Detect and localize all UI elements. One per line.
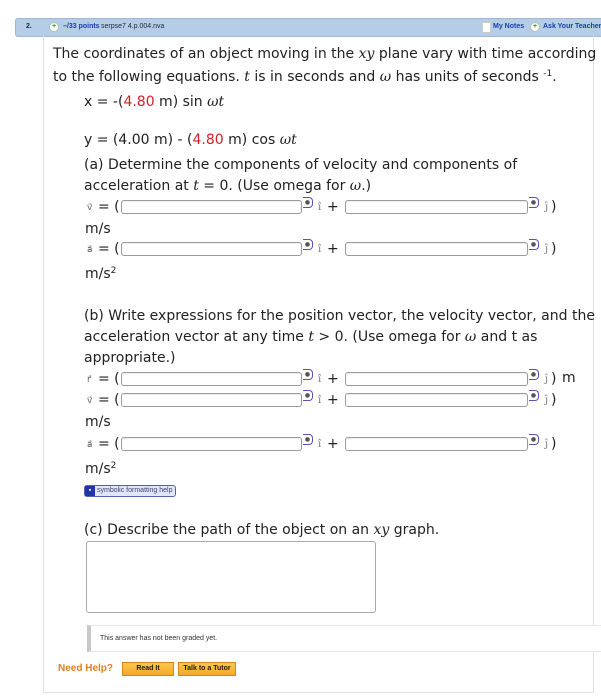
j-hat-symbol: ĵ	[545, 202, 549, 213]
xy-italic: xy	[358, 46, 375, 62]
path-description-textarea[interactable]	[86, 541, 376, 613]
intro-text: plane vary with time according	[374, 46, 597, 62]
part-b-text: and t as	[476, 329, 538, 345]
part-a-text: acceleration at	[84, 178, 194, 194]
b-velocity-y-input[interactable]	[345, 393, 528, 407]
keypad-icon: ▪	[85, 486, 95, 496]
equals-open: = (	[98, 199, 120, 215]
symbolic-help-label: symbolic formatting help	[97, 487, 173, 494]
plus-sign: +	[327, 241, 339, 257]
a-acceleration-y-input[interactable]	[345, 242, 528, 256]
vector-a-symbol: a⃗	[87, 245, 93, 255]
part-b-line-1: (b) Write expressions for the position vector, the velocity vector, and the	[84, 308, 595, 324]
omega-italic: ω	[349, 178, 362, 194]
preview-eye-icon[interactable]: ●	[529, 197, 539, 208]
preview-eye-icon[interactable]: ●	[303, 369, 313, 380]
t-italic: t	[193, 178, 199, 194]
preview-eye-icon[interactable]: ●	[303, 197, 313, 208]
unit-acceleration	[85, 460, 116, 478]
intro-text: .	[552, 69, 557, 85]
need-help-label: Need Help?	[58, 663, 114, 674]
i-hat-symbol: î	[318, 202, 322, 213]
b-acceleration-x-input[interactable]	[121, 437, 302, 451]
unit-exponent: 2	[110, 266, 117, 276]
vector-v-symbol: v⃗	[87, 203, 93, 213]
unit-text: m/s	[85, 461, 111, 477]
question-header	[15, 18, 601, 37]
equals-open: = (	[98, 241, 120, 257]
intro-line-2	[53, 68, 557, 86]
equation-text: x = -(	[84, 94, 124, 110]
equation-text: m) cos	[223, 132, 280, 148]
unit-velocity: m/s	[85, 221, 111, 237]
unit-velocity: m/s	[85, 414, 111, 430]
equals-open: = (	[98, 371, 120, 387]
part-b-text: > 0. (Use omega for	[313, 329, 465, 345]
close-paren: )	[551, 199, 557, 215]
i-hat-symbol: î	[318, 244, 322, 255]
a-velocity-y-input[interactable]	[345, 200, 528, 214]
part-c-text: (c) Describe the path of the object on an	[84, 522, 374, 538]
read-it-button[interactable]: Read It	[122, 662, 174, 676]
points-label: –/33 points	[63, 23, 100, 30]
expand-plus-icon[interactable]: +	[49, 22, 59, 32]
omega-italic: ω	[464, 329, 477, 345]
vector-v-symbol: v⃗	[87, 396, 93, 406]
preview-eye-icon[interactable]: ●	[303, 239, 313, 250]
my-notes-link[interactable]: My Notes	[493, 23, 525, 30]
j-hat-symbol: ĵ	[545, 244, 549, 255]
j-hat-symbol: ĵ	[545, 439, 549, 450]
part-a-text: = 0. (Use omega for	[198, 178, 350, 194]
equation-text: y = (4.00 m) - (	[84, 132, 193, 148]
preview-eye-icon[interactable]: ●	[529, 390, 539, 401]
omega-t: ωt	[279, 132, 297, 148]
part-a-line-1: (a) Determine the components of velocity and components of	[84, 157, 518, 173]
talk-to-tutor-button[interactable]: Talk to a Tutor	[178, 662, 236, 676]
i-hat-symbol: î	[318, 439, 322, 450]
problem-code: serpse7 4.p.004.nva	[101, 23, 165, 30]
ask-teacher-plus-icon[interactable]: +	[530, 22, 540, 32]
b-position-x-input[interactable]	[121, 372, 302, 386]
i-hat-symbol: î	[318, 395, 322, 406]
equation-text: m) sin	[154, 94, 208, 110]
part-c-prompt	[84, 521, 439, 539]
vector-a-symbol: a⃗	[87, 440, 93, 450]
j-hat-symbol: ĵ	[545, 395, 549, 406]
part-a-text: .)	[361, 178, 372, 194]
symbolic-formatting-help-button[interactable]	[84, 485, 176, 497]
a-velocity-x-input[interactable]	[121, 200, 302, 214]
intro-line-1	[53, 45, 596, 63]
part-b-text: acceleration vector at any time	[84, 329, 309, 345]
close-paren: )	[551, 436, 557, 452]
equals-open: = (	[98, 436, 120, 452]
b-position-y-input[interactable]	[345, 372, 528, 386]
intro-text: has units of seconds	[391, 69, 544, 85]
plus-sign: +	[327, 199, 339, 215]
equals-open: = (	[98, 392, 120, 408]
question-number: 2.	[26, 23, 32, 30]
b-acceleration-y-input[interactable]	[345, 437, 528, 451]
preview-eye-icon[interactable]: ●	[529, 369, 539, 380]
vector-r-symbol: r⃗	[87, 375, 91, 385]
intro-text: The coordinates of an object moving in the	[53, 46, 359, 62]
intro-text: is in seconds and	[249, 69, 380, 85]
close-paren: )	[551, 371, 557, 387]
xy-italic: xy	[373, 522, 390, 538]
plus-sign: +	[327, 436, 339, 452]
part-b-line-2	[84, 328, 537, 346]
unit-position: m	[562, 370, 576, 386]
preview-eye-icon[interactable]: ●	[529, 434, 539, 445]
x-amplitude-value: 4.80	[123, 94, 155, 110]
intro-text: to the following equations.	[53, 69, 245, 85]
t-italic: t	[308, 329, 314, 345]
b-velocity-x-input[interactable]	[121, 393, 302, 407]
equation-x	[84, 93, 224, 111]
notes-icon[interactable]	[482, 22, 491, 33]
unit-text: m/s	[85, 266, 111, 282]
unit-acceleration	[85, 265, 116, 283]
preview-eye-icon[interactable]: ●	[529, 239, 539, 250]
part-b-line-3: appropriate.)	[84, 350, 176, 366]
close-paren: )	[551, 241, 557, 257]
grading-status: This answer has not been graded yet.	[87, 625, 601, 652]
t-italic: t	[244, 69, 250, 85]
omega-t: ωt	[207, 94, 225, 110]
unit-exponent: 2	[110, 461, 117, 471]
plus-sign: +	[327, 371, 339, 387]
preview-eye-icon[interactable]: ●	[303, 434, 313, 445]
exponent: -1	[543, 69, 553, 79]
part-c-text: graph.	[389, 522, 440, 538]
j-hat-symbol: ĵ	[545, 374, 549, 385]
close-paren: )	[551, 392, 557, 408]
y-amplitude-value: 4.80	[192, 132, 224, 148]
preview-eye-icon[interactable]: ●	[303, 390, 313, 401]
equation-y	[84, 131, 297, 149]
ask-teacher-link[interactable]: Ask Your Teacher	[543, 23, 601, 30]
a-acceleration-x-input[interactable]	[121, 242, 302, 256]
omega-italic: ω	[379, 69, 392, 85]
i-hat-symbol: î	[318, 374, 322, 385]
part-a-line-2	[84, 177, 371, 195]
plus-sign: +	[327, 392, 339, 408]
